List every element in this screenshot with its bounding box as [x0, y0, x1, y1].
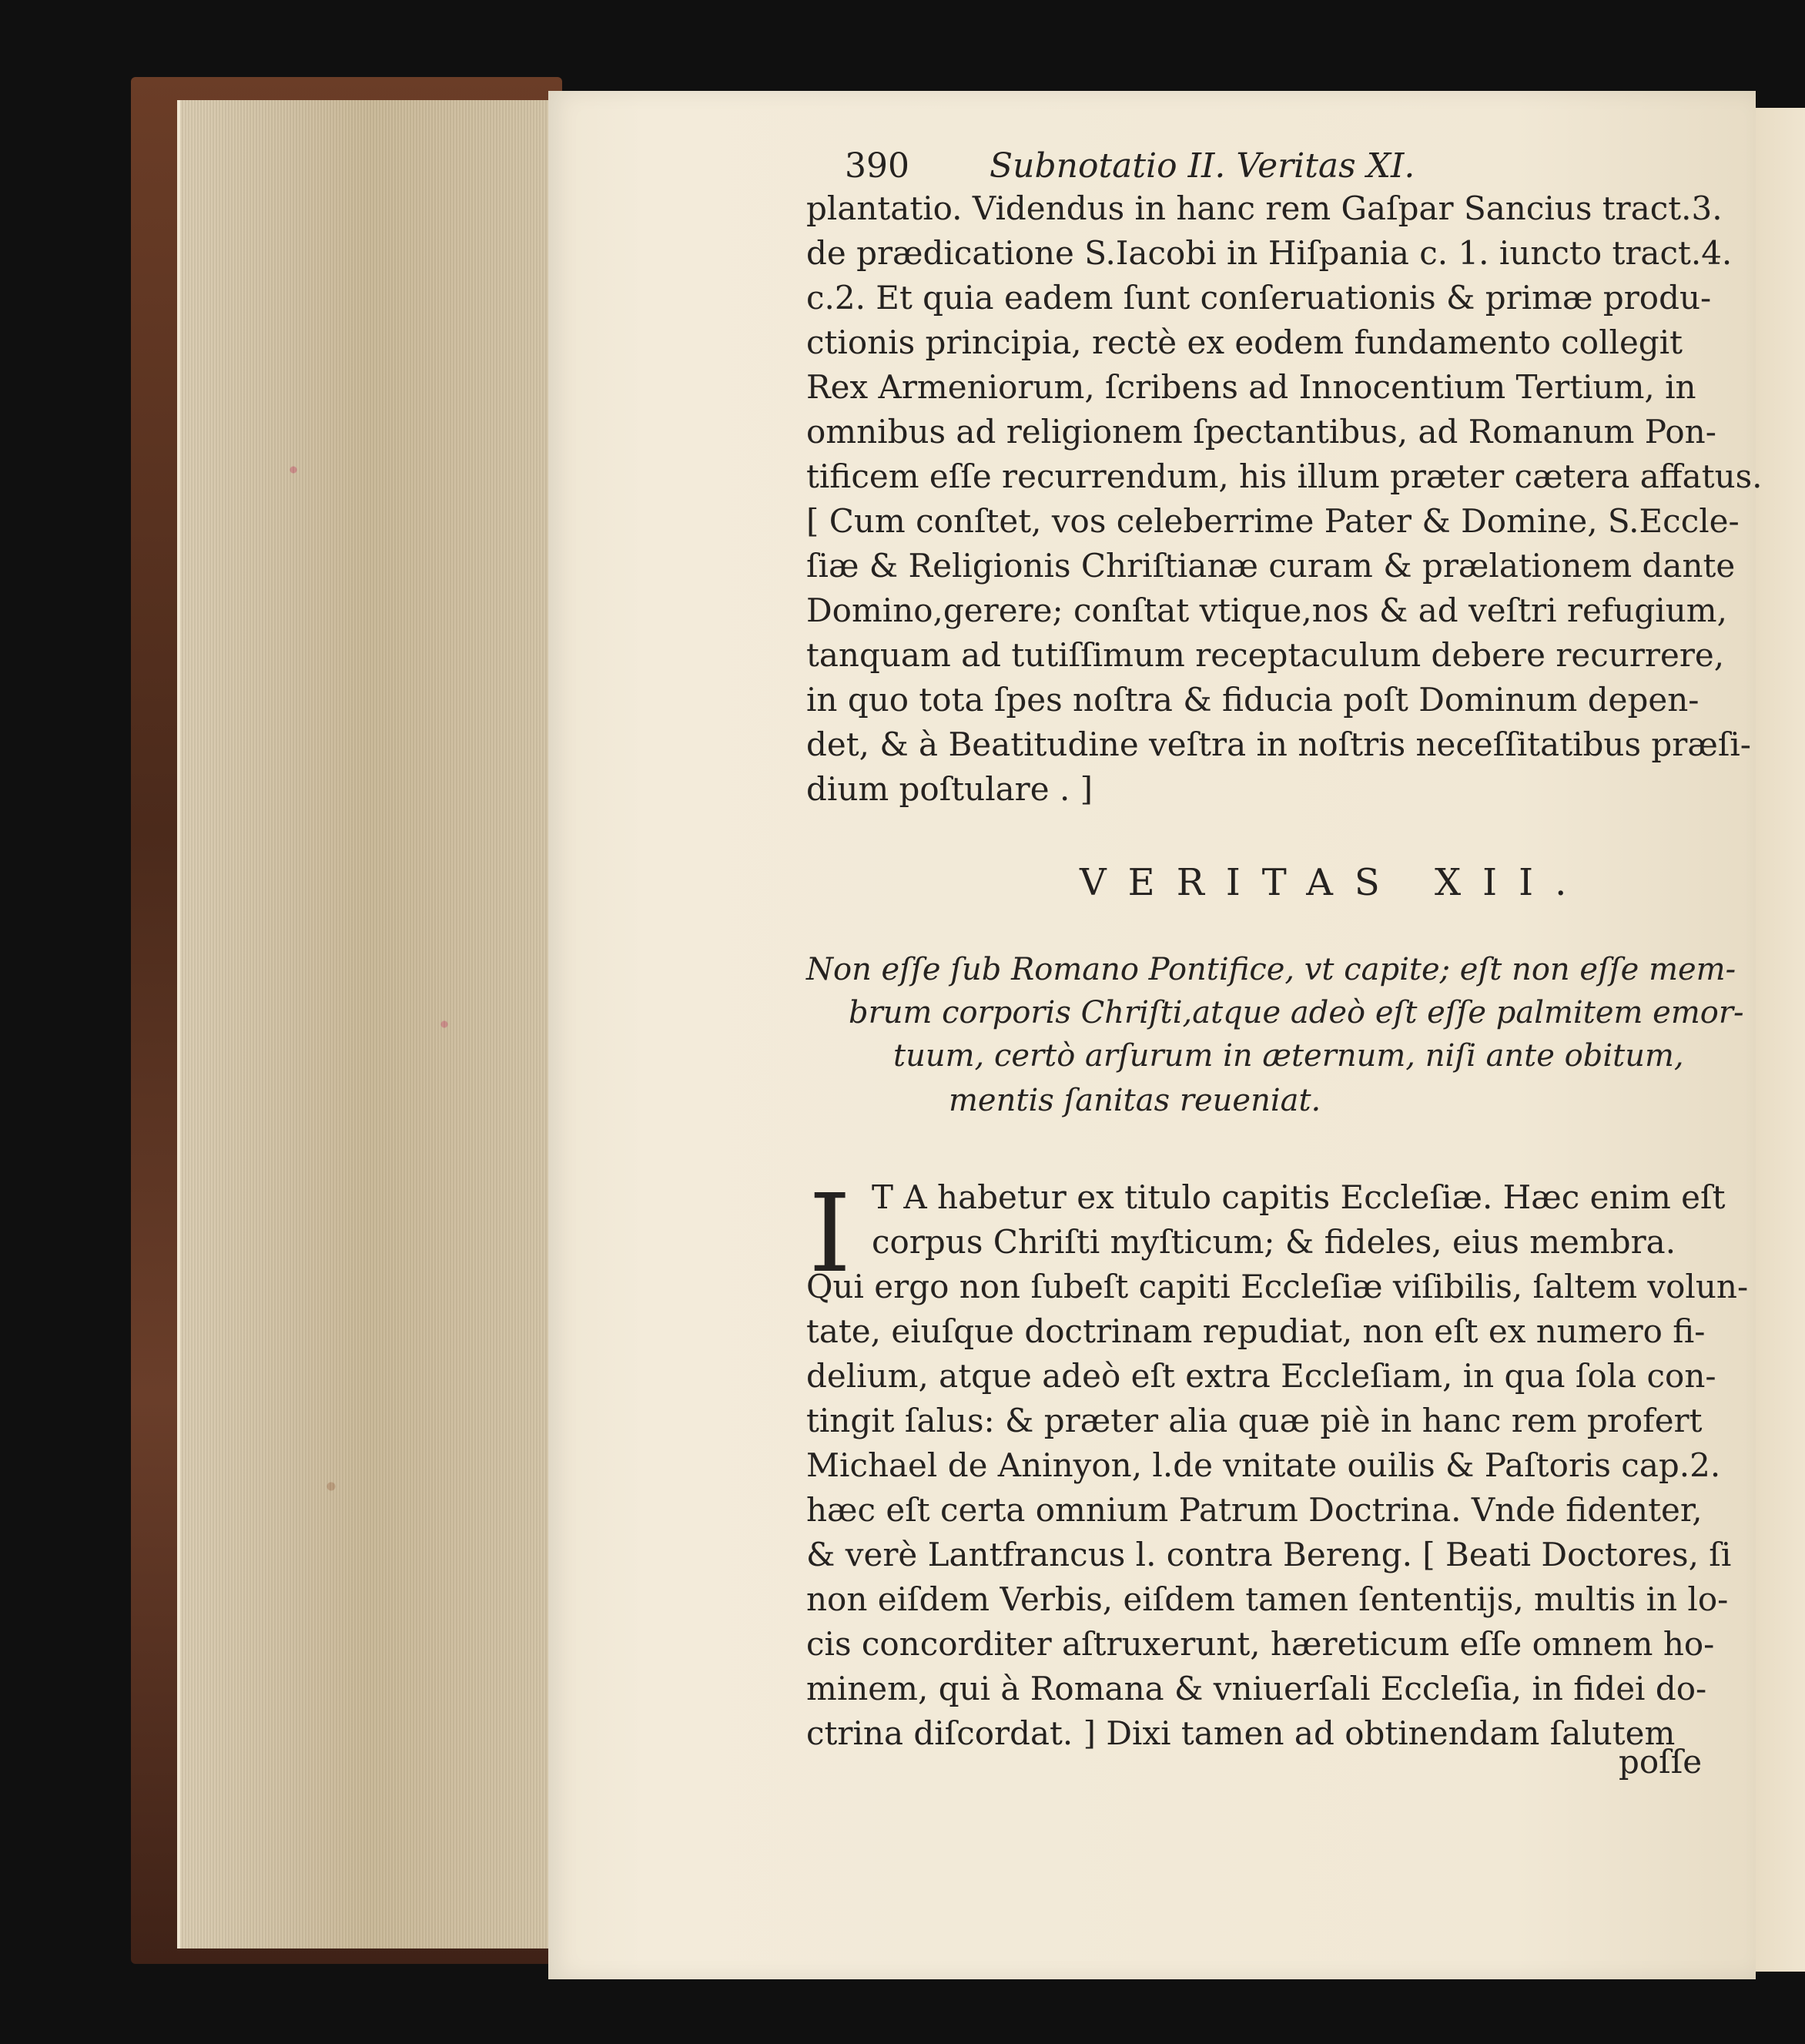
thesis-line: mentis ſanitas reueniat. — [949, 1083, 1321, 1118]
page-edges — [177, 100, 558, 1949]
page-number: 390 — [845, 146, 909, 186]
thesis-line: tuum, certò arſurum in æternum, niſi ante obitum, — [893, 1038, 1684, 1074]
text-line: omnibus ad religionem ſpectantibus, ad Romanum Pon- — [806, 413, 1716, 451]
facing-page-edge — [1756, 108, 1805, 1972]
running-title: Subnotatio II. Veritas XI. — [989, 146, 1415, 186]
text-line: dium poſtulare . ] — [806, 770, 1093, 808]
thesis-line: Non eſſe ſub Romano Pontifice, vt capite; eſt non eſſe mem- — [806, 952, 1736, 987]
text-line: ctionis principia, rectè ex eodem fundamento collegit — [806, 323, 1683, 361]
text-line: hæc eſt certa omnium Patrum Doctrina. Vnde fidenter, — [806, 1491, 1703, 1529]
text-line: ctrina diſcordat. ] Dixi tamen ad obtinendam ſalutem — [806, 1714, 1676, 1752]
text-line: plantatio. Videndus in hanc rem Gaſpar Sancius tract.3. — [806, 189, 1723, 227]
text-line: [ Cum conſtet, vos celeberrime Pater & Domine, S.Eccle- — [806, 502, 1740, 540]
text-line: & verè Lantfrancus l. contra Bereng. [ Beati Doctores, ſi — [806, 1536, 1732, 1573]
text-line: Domino,gerere; conſtat vtique,nos & ad veſtri refugium, — [806, 591, 1727, 629]
text-line: Rex Armeniorum, ſcribens ad Innocentium Tertium, in — [806, 368, 1696, 406]
section-heading: VERITAS XII. — [1080, 861, 1589, 904]
text-line: in quo tota ſpes noſtra & fiducia poſt Dominum depen- — [806, 681, 1700, 719]
text-line: Qui ergo non ſubeſt capiti Eccleſiæ viſibilis, ſaltem volun- — [806, 1268, 1749, 1305]
text-line: cis concorditer aſtruxerunt, hæreticum eſſe omnem ho- — [806, 1625, 1715, 1663]
text-line: ſiæ & Religionis Chriſtianæ curam & prælationem dante — [806, 547, 1736, 585]
text-line: tanquam ad tutiſſimum receptaculum debere recurrere, — [806, 636, 1725, 674]
text-line: non eiſdem Verbis, eiſdem tamen ſententijs, multis in lo- — [806, 1580, 1729, 1618]
catchword: poſſe — [1619, 1743, 1703, 1781]
text-line: c.2. Et quia eadem ſunt conſeruationis & primæ produ- — [806, 279, 1712, 317]
book-page — [548, 91, 1763, 1979]
text-line: T A habetur ex titulo capitis Eccleſiæ. Hæc enim eſt — [872, 1178, 1726, 1216]
text-line: Michael de Aninyon, l.de vnitate ouilis & Paſtoris cap.2. — [806, 1446, 1721, 1484]
text-line: tingit ſalus: & præter alia quæ piè in hanc rem profert — [806, 1402, 1703, 1439]
thesis-line: brum corporis Chriſti,atque adeò eſt eſſe palmitem emor- — [849, 995, 1744, 1030]
text-line: de prædicatione S.Iacobi in Hiſpania c. 1. iuncto tract.4. — [806, 234, 1733, 272]
text-line: det, & à Beatitudine veſtra in noſtris neceſſitatibus præſi- — [806, 725, 1751, 763]
drop-cap: I — [809, 1171, 852, 1297]
text-line: tate, eiuſque doctrinam repudiat, non eſt ex numero fi- — [806, 1312, 1706, 1350]
text-line: minem, qui à Romana & vniuerſali Eccleſia, in fidei do- — [806, 1670, 1707, 1707]
running-header — [845, 146, 1415, 186]
text-line: tificem eſſe recurrendum, his illum præter cætera affatus. — [806, 457, 1763, 495]
text-line: corpus Chriſti myſticum; & fideles, eius membra. — [872, 1223, 1676, 1261]
text-line: delium, atque adeò eſt extra Eccleſiam, in qua ſola con- — [806, 1357, 1716, 1395]
